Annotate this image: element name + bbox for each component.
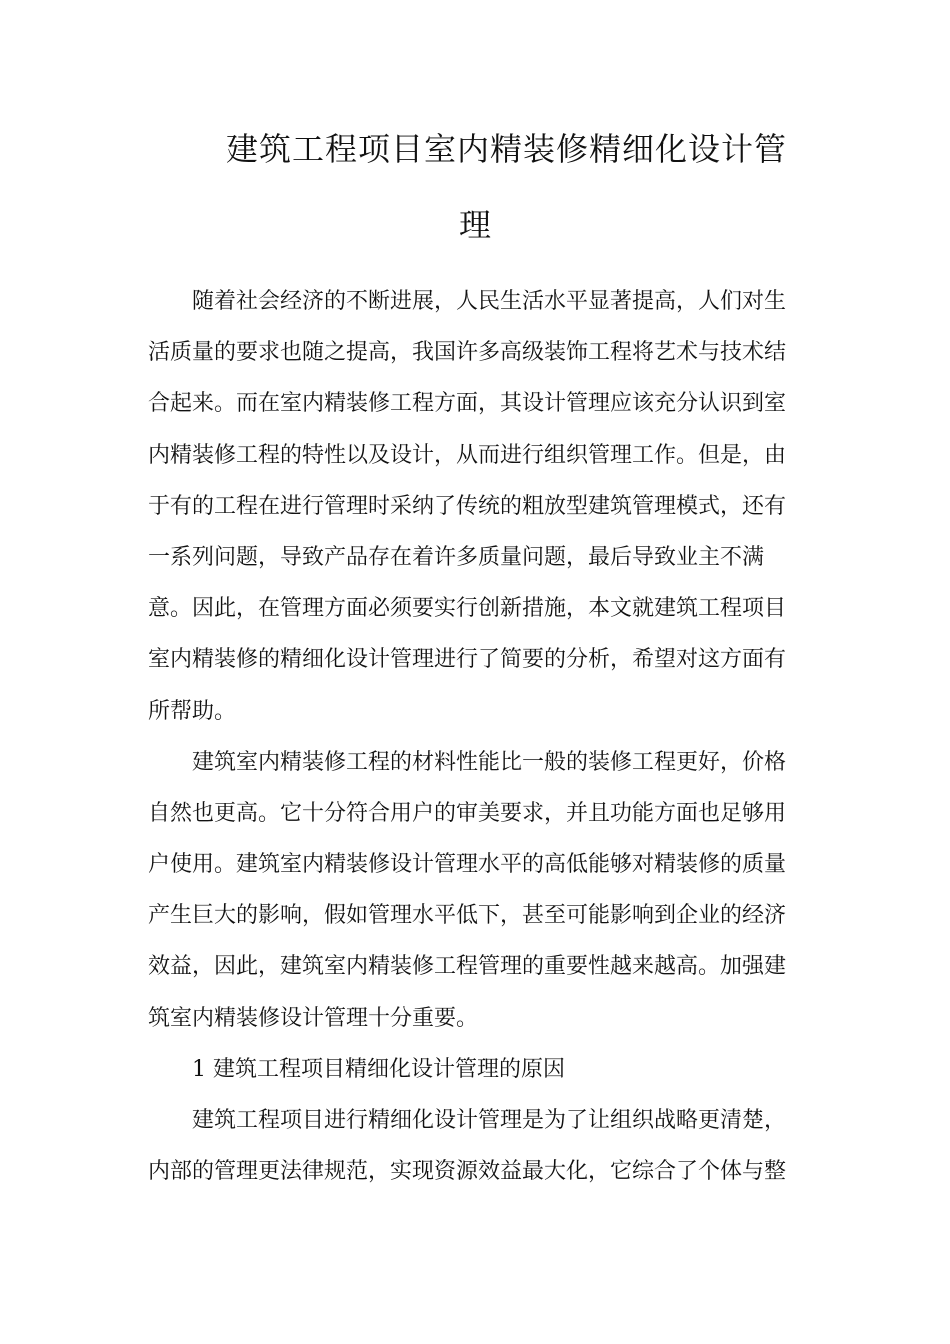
text-line: 意。因此，在管理方面必须要实行创新措施，本文就建筑工程项目 [148, 596, 787, 622]
text-line: 活质量的要求也随之提高，我国许多高级装饰工程将艺术与技术结 [148, 340, 787, 366]
text-line: 产生巨大的影响，假如管理水平低下，甚至可能影响到企业的经济 [148, 903, 787, 929]
text-line: 一系列问题，导致产品存在着许多质量问题，最后导致业主不满 [148, 544, 765, 570]
text-line: 内精装修工程的特性以及设计，从而进行组织管理工作。但是，由 [148, 442, 787, 468]
text-line: 自然也更高。它十分符合用户的审美要求，并且功能方面也足够用 [148, 800, 787, 826]
text-line: 室内精装修的精细化设计管理进行了简要的分析，希望对这方面有 [148, 647, 787, 673]
text-line: 建筑工程项目进行精细化设计管理是为了让组织战略更清楚， [192, 1108, 787, 1133]
text-line: 随着社会经济的不断进展，人民生活水平显著提高，人们对生 [192, 289, 787, 314]
document-body [148, 276, 798, 1197]
text-line: 于有的工程在进行管理时采纳了传统的粗放型建筑管理模式，还有 [148, 493, 787, 519]
text-line: 内部的管理更法律规范，实现资源效益最大化，它综合了个体与整 [148, 1159, 787, 1185]
document-title-line-1: 建筑工程项目室内精装修精细化设计管 [226, 130, 788, 168]
text-line: 户使用。建筑室内精装修设计管理水平的高低能够对精装修的质量 [148, 852, 787, 878]
text-line: 建筑室内精装修工程的材料性能比一般的装修工程更好，价格 [192, 749, 787, 775]
text-line: 效益，因此，建筑室内精装修工程管理的重要性越来越高。加强建 [148, 954, 787, 980]
text-line: 合起来。而在室内精装修工程方面，其设计管理应该充分认识到室 [148, 391, 787, 417]
text-line: 1 建筑工程项目精细化设计管理的原因 [192, 1056, 565, 1082]
text-line: 所帮助。 [148, 698, 237, 724]
text-line: 筑室内精装修设计管理十分重要。 [148, 1005, 479, 1031]
document-title-line-2: 理 [459, 206, 493, 244]
